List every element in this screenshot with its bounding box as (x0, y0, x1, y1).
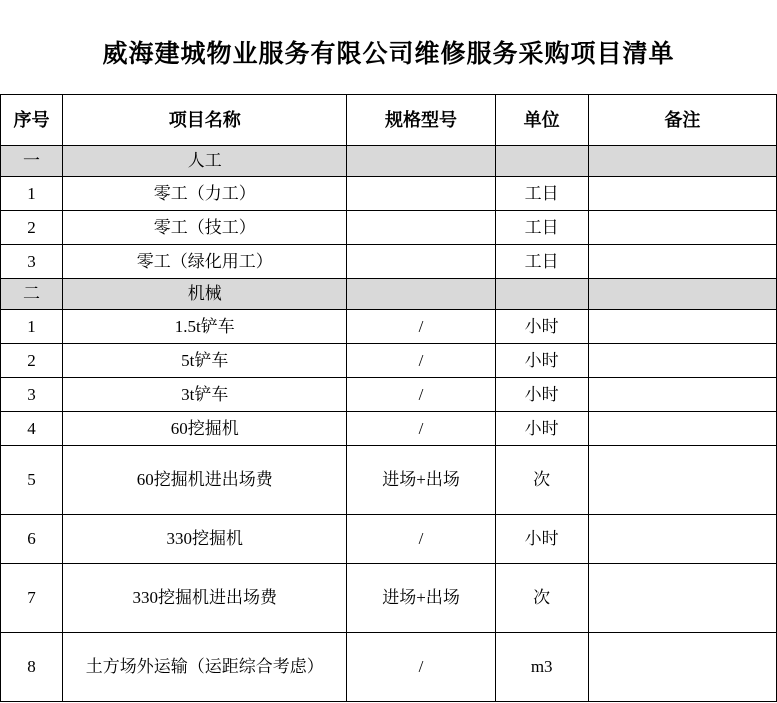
cell-note (588, 211, 776, 245)
cell-no: 3 (1, 378, 63, 412)
cell-name: 零工（力工） (63, 177, 347, 211)
cell-name: 土方场外运输（运距综合考虑） (63, 633, 347, 702)
cell-spec (347, 177, 495, 211)
cell-no: 7 (1, 564, 63, 633)
cell-unit (495, 279, 588, 310)
cell-spec (347, 279, 495, 310)
column-header-name: 项目名称 (63, 95, 347, 146)
cell-spec: / (347, 378, 495, 412)
cell-spec: / (347, 412, 495, 446)
cell-name: 5t铲车 (63, 344, 347, 378)
cell-note (588, 146, 776, 177)
cell-unit: 工日 (495, 177, 588, 211)
cell-no: 二 (1, 279, 63, 310)
cell-spec: / (347, 310, 495, 344)
cell-name: 零工（技工） (63, 211, 347, 245)
cell-unit: 小时 (495, 515, 588, 564)
cell-name: 60挖掘机 (63, 412, 347, 446)
cell-note (588, 446, 776, 515)
cell-note (588, 177, 776, 211)
cell-name: 3t铲车 (63, 378, 347, 412)
cell-spec (347, 211, 495, 245)
table-row (1, 177, 777, 211)
cell-spec: 进场+出场 (347, 564, 495, 633)
cell-note (588, 412, 776, 446)
cell-no: 8 (1, 633, 63, 702)
cell-no: 4 (1, 412, 63, 446)
cell-unit: 小时 (495, 344, 588, 378)
cell-name: 330挖掘机 (63, 515, 347, 564)
table-body (1, 95, 777, 702)
cell-unit: 小时 (495, 412, 588, 446)
cell-unit: 工日 (495, 245, 588, 279)
page-title: 威海建城物业服务有限公司维修服务采购项目清单 (102, 41, 675, 68)
cell-note (588, 633, 776, 702)
table-row (1, 146, 777, 177)
table-row (1, 446, 777, 515)
cell-unit: 小时 (495, 378, 588, 412)
cell-note (588, 564, 776, 633)
cell-name: 人工 (63, 146, 347, 177)
cell-no: 1 (1, 177, 63, 211)
cell-note (588, 378, 776, 412)
cell-no: 1 (1, 310, 63, 344)
cell-note (588, 344, 776, 378)
cell-note (588, 515, 776, 564)
table-row (1, 310, 777, 344)
table-row (1, 515, 777, 564)
cell-no: 2 (1, 344, 63, 378)
cell-unit (495, 146, 588, 177)
table-row (1, 245, 777, 279)
table-row (1, 564, 777, 633)
table-row (1, 279, 777, 310)
table-row (1, 412, 777, 446)
cell-no: 一 (1, 146, 63, 177)
cell-spec: / (347, 633, 495, 702)
cell-note (588, 310, 776, 344)
cell-no: 2 (1, 211, 63, 245)
cell-name: 1.5t铲车 (63, 310, 347, 344)
cell-spec: / (347, 515, 495, 564)
cell-unit: m3 (495, 633, 588, 702)
cell-unit: 小时 (495, 310, 588, 344)
cell-note (588, 245, 776, 279)
column-header-note: 备注 (588, 95, 776, 146)
table-row (1, 378, 777, 412)
cell-name: 机械 (63, 279, 347, 310)
table-row (1, 344, 777, 378)
table-row (1, 633, 777, 702)
procurement-table (0, 94, 777, 702)
cell-spec (347, 146, 495, 177)
cell-spec: / (347, 344, 495, 378)
table-header-row (1, 95, 777, 146)
cell-name: 330挖掘机进出场费 (63, 564, 347, 633)
cell-name: 60挖掘机进出场费 (63, 446, 347, 515)
cell-no: 3 (1, 245, 63, 279)
table-row (1, 211, 777, 245)
cell-spec: 进场+出场 (347, 446, 495, 515)
column-header-no: 序号 (1, 95, 63, 146)
cell-unit: 次 (495, 564, 588, 633)
column-header-unit: 单位 (495, 95, 588, 146)
cell-unit: 次 (495, 446, 588, 515)
cell-name: 零工（绿化用工） (63, 245, 347, 279)
column-header-spec: 规格型号 (347, 95, 495, 146)
cell-unit: 工日 (495, 211, 588, 245)
cell-spec (347, 245, 495, 279)
cell-no: 6 (1, 515, 63, 564)
cell-note (588, 279, 776, 310)
cell-no: 5 (1, 446, 63, 515)
